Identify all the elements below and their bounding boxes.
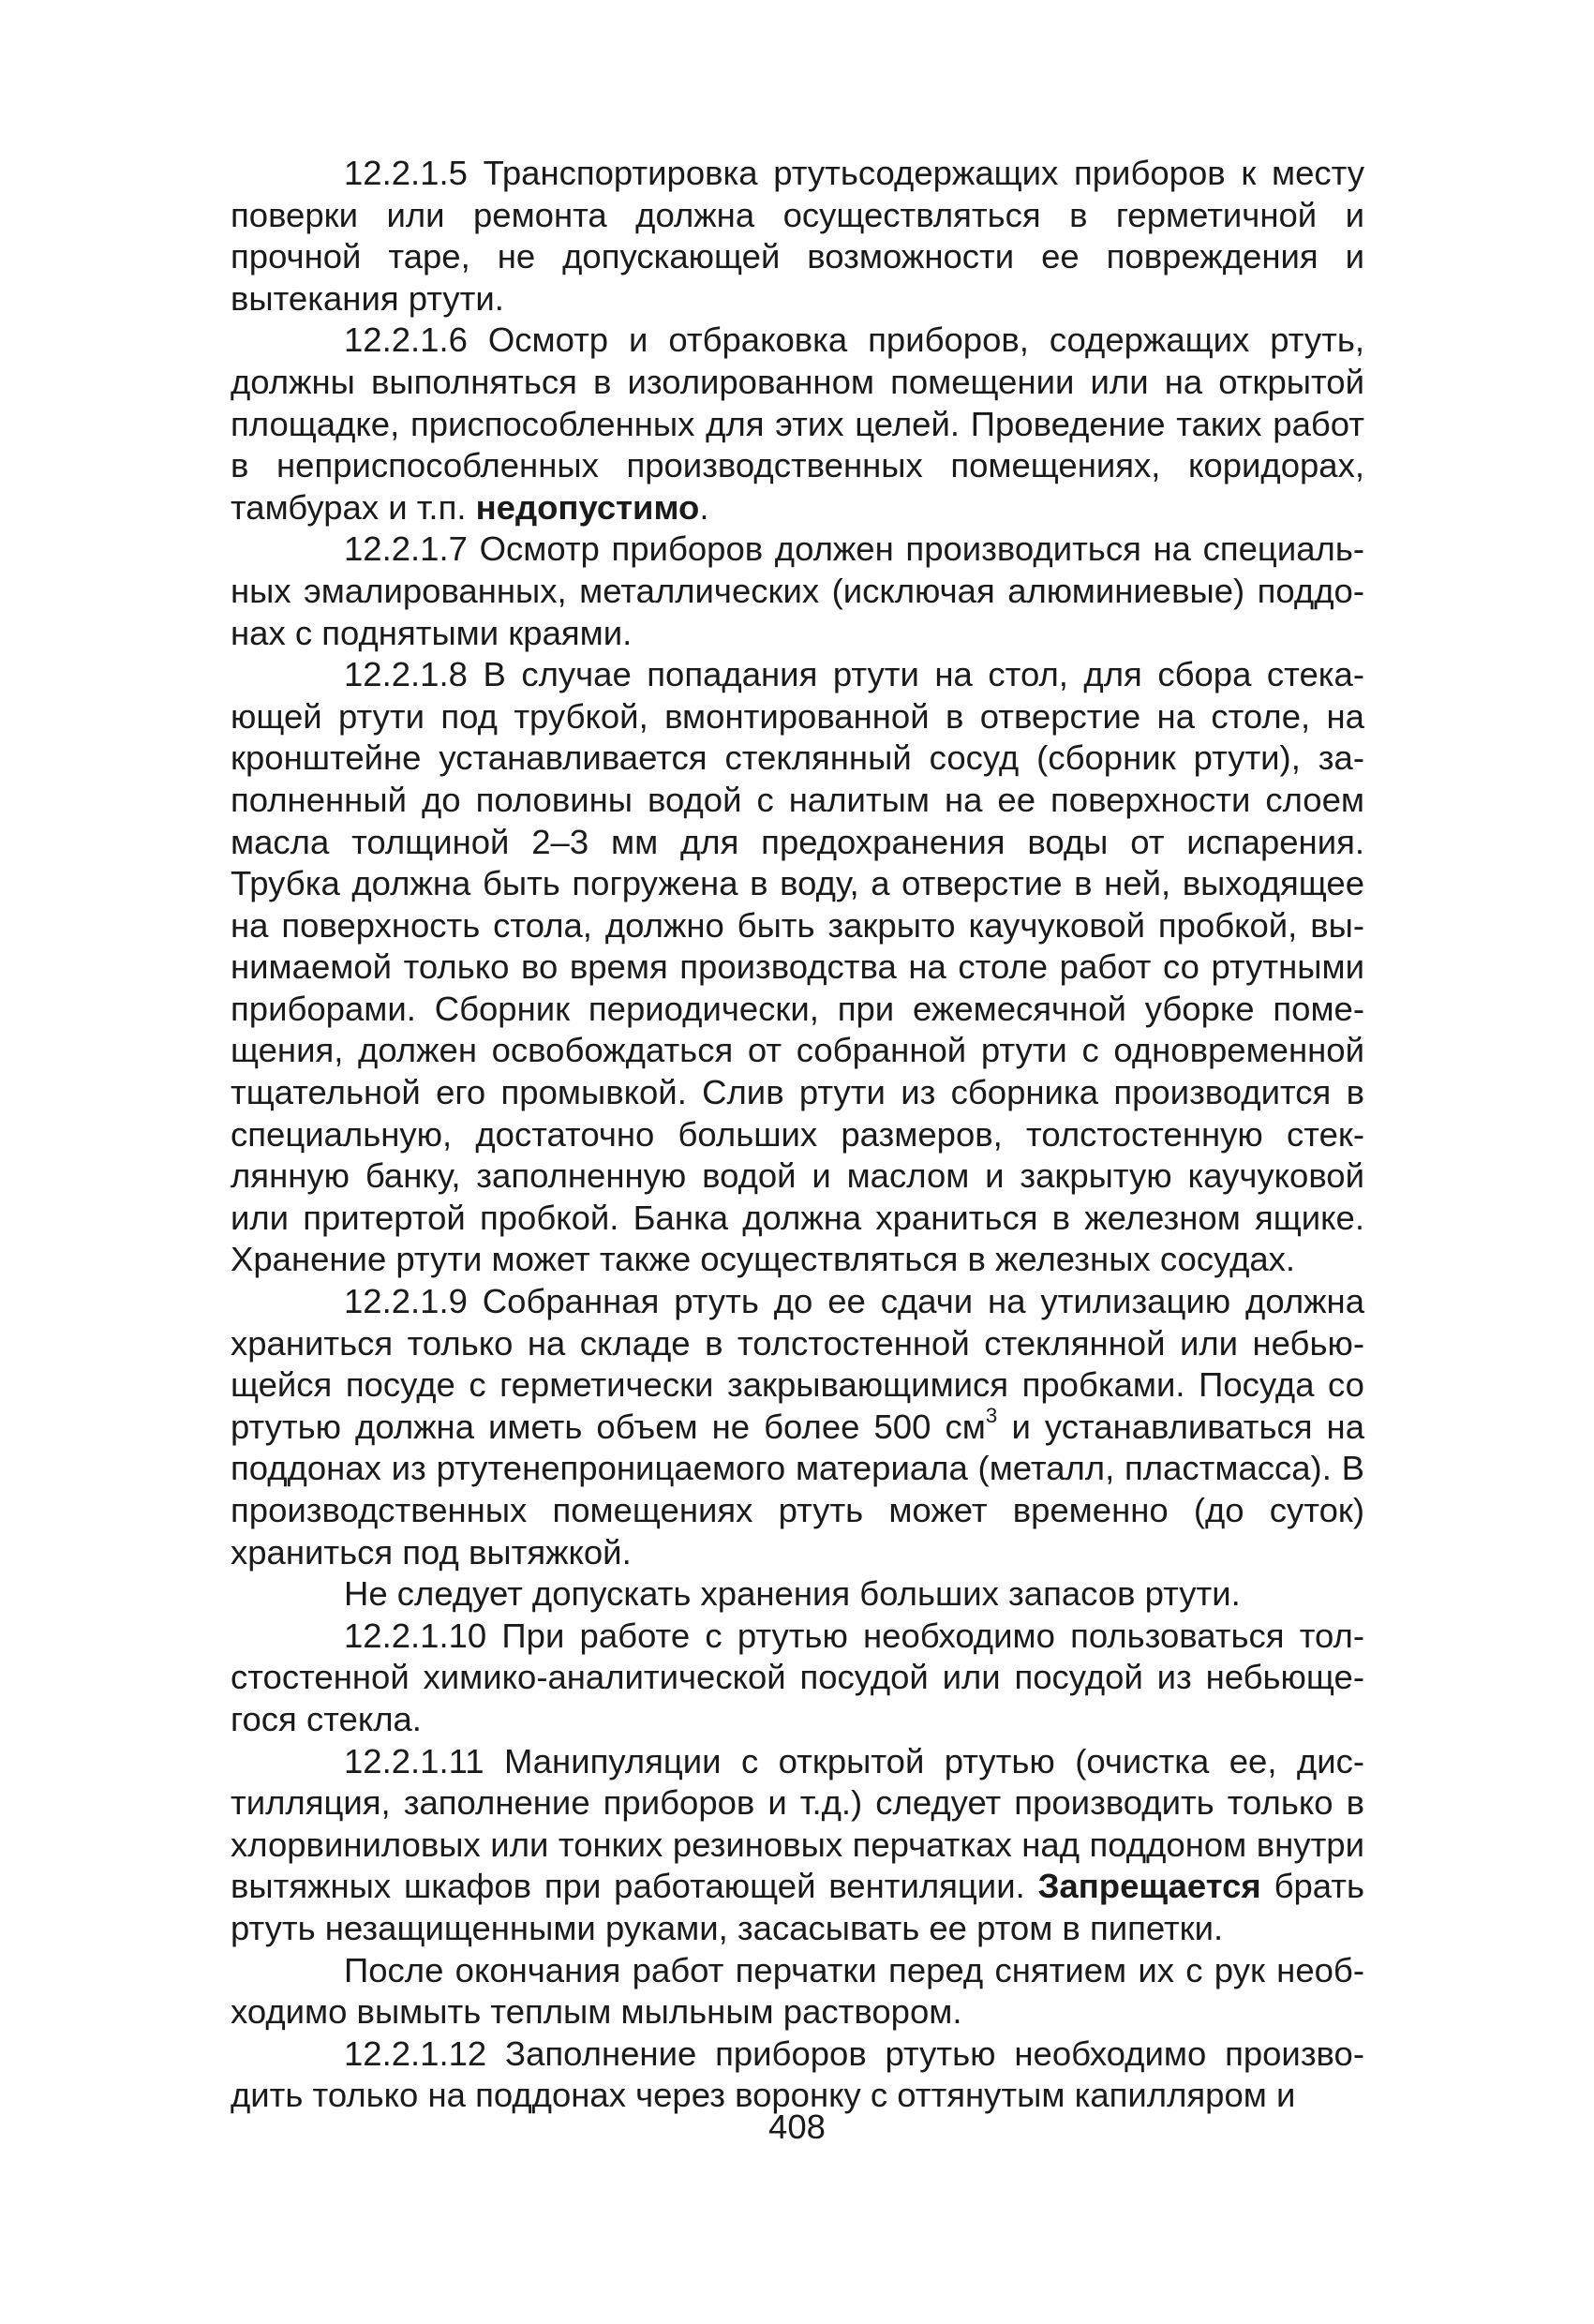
paragraph-12-2-1-6 — [231, 320, 1364, 529]
paragraph-12-2-1-5: 12.2.1.5 Транспортировка ртутьсодержащих приборов к месту поверки или ремонта должна осуществляться в герметичной и прочной таре, не допускающей возможности ее повреждения и вытекания ртути. — [231, 154, 1364, 318]
paragraph-12-2-1-8: 12.2.1.8 В случае попадания ртути на стол, для сбора стекающей ртути под трубкой, вмонтированной в отверстие на столе, на кронштейне устанавливается стеклянный сосуд (сборник ртути), заполненный до половины водой с налитым на ее поверхности слоем масла толщиной 2–3 мм для предохранения воды от испарения. Трубка должна быть погружена в воду, а отверстие в ней, выходящее на поверхность стола, должно быть закрыто каучуковой пробкой, вынимаемой только во время производства на столе работ со ртутными приборами. Сборник периодически, при ежемесячной уборке помещения, должен освобождаться от собранной ртути с одновременной тщательной его промывкой. Слив ртути из сборника производится в специальную, достаточно больших размеров, толстостенную стеклянную банку, заполненную водой и маслом и закрытую каучуковой или притертой пробкой. Банка должна храниться в железном ящике. Хранение ртути может также осуществляться в железных сосудах. — [231, 655, 1364, 1279]
paragraph-storage-note: Не следует допускать хранения больших запасов ртути. — [344, 1574, 1241, 1614]
paragraph-12-2-1-7: 12.2.1.7 Осмотр приборов должен производиться на специальных эмалированных, металлических (исключая алюминиевые) поддонах с поднятыми краями. — [231, 529, 1364, 652]
paragraph-text: и устанавливаться на поддонах из ртутенепроницаемого материала (металл, пластмасса). В производственных помещениях ртуть может временно (до суток) храниться под вытяжкой. — [231, 1407, 1365, 1572]
paragraph-text: 12.2.1.6 Осмотр и отбраковка приборов, содержащих ртуть, должны выполняться в изолированном помещении или на открытой площадке, приспособленных для этих целей. Проведение таких работ в неприспособленных производственных помещениях, коридорах, тамбурах и т.п. — [231, 320, 1364, 527]
paragraph-12-2-1-12: 12.2.1.12 Заполнение приборов ртутью необходимо производить только на поддонах через воронку с оттянутым капилляром и — [231, 2034, 1364, 2115]
paragraph-text: . — [699, 487, 709, 527]
emphasis-prohibited: недопустимо — [475, 487, 700, 527]
page-number: 408 — [768, 2108, 826, 2146]
paragraph-text: 12.2.1.9 Собранная ртуть до ее сдачи на утилизацию должна храниться только на складе в толстостенной стеклянной или небьющейся посуде с герметически закрывающимися пробками. Посуда со ртутью должна иметь объем не более 500 см — [231, 1282, 1364, 1446]
superscript: 3 — [985, 1403, 998, 1427]
paragraph-text: брать ртуть незащищенными руками, засасывать ее ртом в пипетки. — [231, 1867, 1364, 1947]
paragraph-gloves-note: После окончания работ перчатки перед снятием их с рук необходимо вымыть теплым мыльным раствором. — [231, 1950, 1364, 2032]
paragraph-12-2-1-10: 12.2.1.10 При работе с ртутью необходимо пользоваться толстостенной химико-аналитической посудой или посудой из небьющегося стекла. — [231, 1616, 1364, 1738]
paragraph-12-2-1-9 — [231, 1281, 1364, 1573]
emphasis-forbidden: Запрещается — [1037, 1867, 1261, 1906]
page-body — [231, 153, 1364, 2117]
paragraph-12-2-1-11 — [231, 1741, 1364, 1950]
paragraph-text: 12.2.1.11 Манипуляции с открытой ртутью (очистка ее, дистилляция, заполнение приборов и т.д.) следует производить только в хлорвиниловых или тонких резиновых перчатках над поддоном внутри вытяжных шкафов при работающей вентиляции. — [231, 1741, 1364, 1906]
